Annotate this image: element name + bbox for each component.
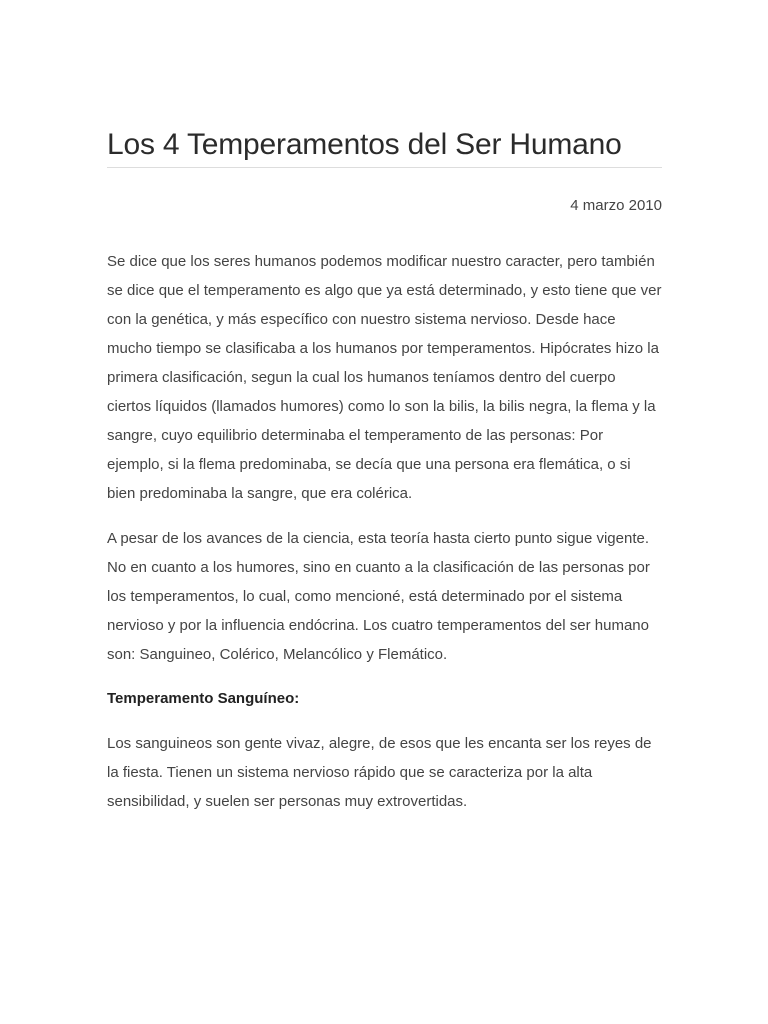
paragraph-temperaments: A pesar de los avances de la ciencia, esta teoría hasta cierto punto sigue vigente. No en cuanto a los humores, sino en cuanto a la clasificación de las personas por los temperamentos, lo cual, como mencioné, está determinado por el sistema nervioso y por la influencia endócrina. Los cuatro temperamentos del ser humano son: Sanguineo, Colérico, Melancólico y Flemático. [107, 530, 650, 663]
paragraph-sanguine: Los sanguineos son gente vivaz, alegre, de esos que les encanta ser los reyes de la fiesta. Tienen un sistema nervioso rápido que se caracteriza por la alta sensibilidad, y suelen ser personas muy extrovertidas. [107, 735, 652, 810]
article-date: 4 marzo 2010 [570, 197, 662, 214]
article [107, 126, 662, 816]
section-heading: Temperamento Sanguíneo: [107, 690, 300, 707]
article-title: Los 4 Temperamentos del Ser Humano [107, 128, 622, 161]
paragraph-intro: Se dice que los seres humanos podemos modificar nuestro caracter, pero también se dice que el temperamento es algo que ya está determinado, y esto tiene que ver con la genética, y más específico con nuestro sistema nervioso. Desde hace mucho tiempo se clasificaba a los humanos por temperamentos. Hipócrates hizo la primera clasificación, segun la cual los humanos teníamos dentro del cuerpo ciertos líquidos (llamados humores) como lo son la bilis, la bilis negra, la flema y la sangre, cuyo equilibrio determinaba el temperamento de las personas: Por ejemplo, si la flema predominaba, se decía que una persona era flemática, o si bien predominaba la sangre, que era colérica. [107, 253, 662, 502]
title-divider [107, 167, 662, 168]
